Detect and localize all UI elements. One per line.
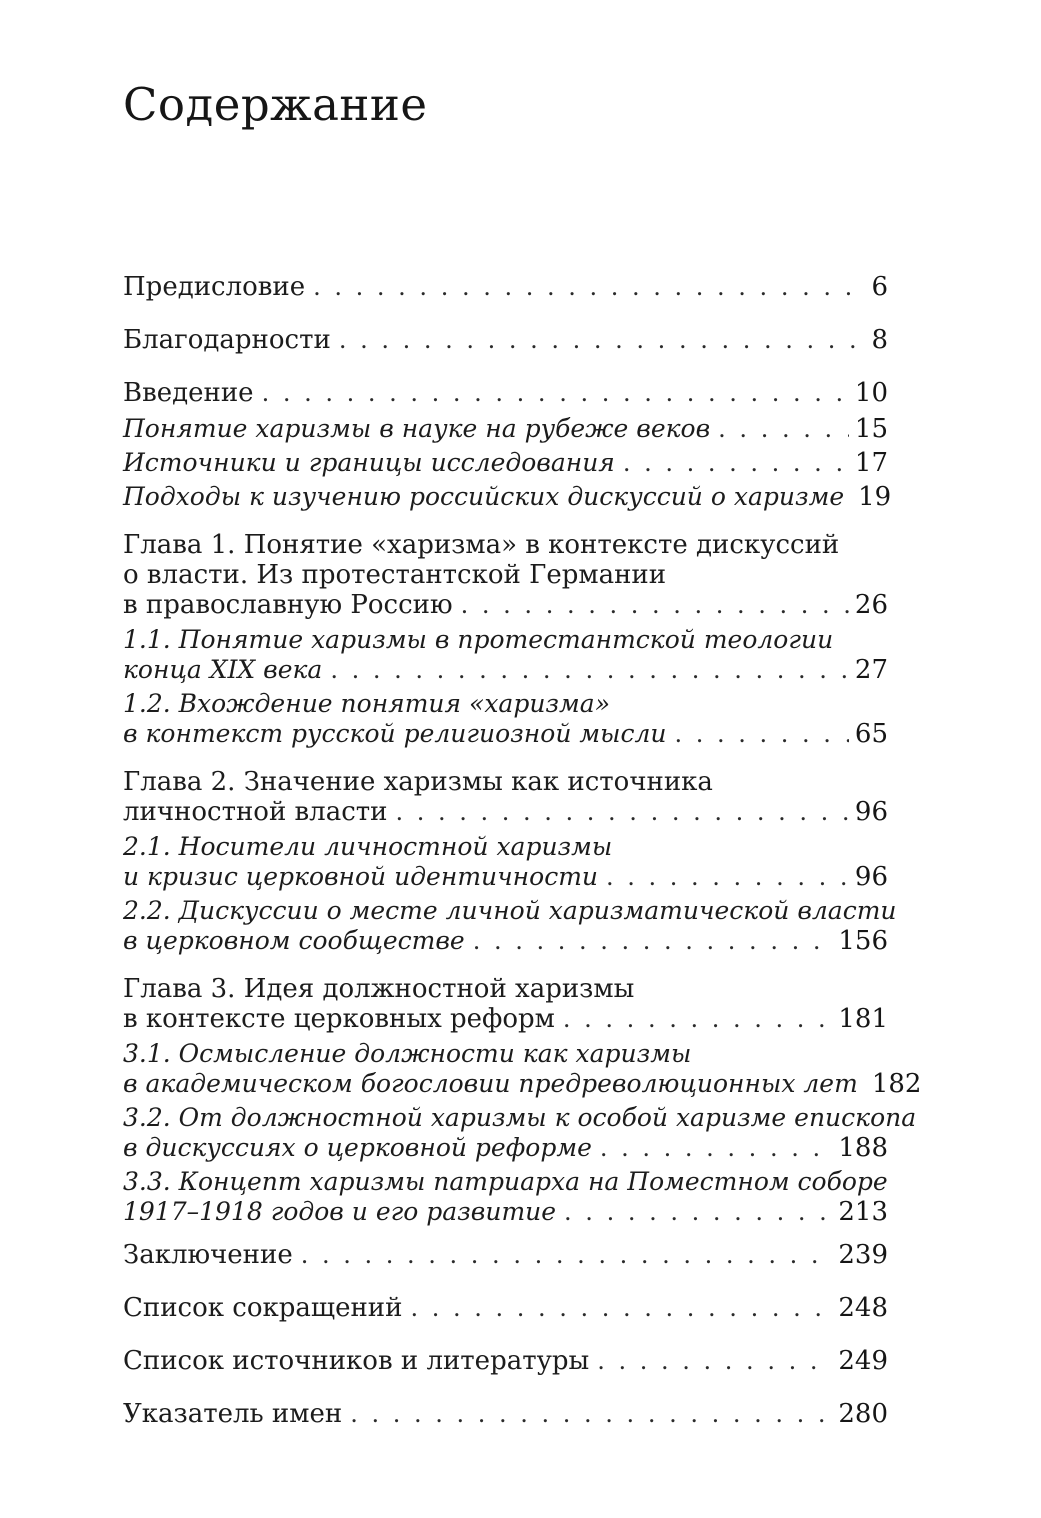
toc-entry-page-number: 17 bbox=[854, 448, 888, 478]
toc-entry-label: Предисловие bbox=[123, 272, 306, 302]
toc-entry-last-line bbox=[123, 1346, 888, 1376]
toc-entry-label: Подходы к изучению российских дискуссий о харизме bbox=[123, 482, 845, 511]
toc-entry-label: в дискуссиях о церковной реформе bbox=[123, 1133, 592, 1162]
toc-entry bbox=[123, 1039, 922, 1099]
dot-leader bbox=[674, 719, 848, 749]
toc-entry-page-number: 19 bbox=[858, 482, 892, 512]
toc-entry-last-line bbox=[123, 862, 888, 892]
toc-entry-label: Понятие харизмы в науке на рубеже веков bbox=[123, 414, 711, 443]
toc-entry-page-number: 15 bbox=[854, 414, 888, 444]
toc-entry-last-line bbox=[123, 1293, 888, 1323]
toc-entry-label: в православную Россию bbox=[123, 590, 453, 620]
toc-entry-line: 1.1. Понятие харизмы в протестантской теологии bbox=[123, 625, 834, 654]
toc-entry-line: Глава 3. Идея должностной харизмы bbox=[123, 974, 635, 1004]
toc-entry-page-number: 8 bbox=[871, 325, 888, 355]
dot-leader bbox=[313, 272, 865, 302]
toc-entry-label: в контексте церковных реформ bbox=[123, 1004, 555, 1034]
toc-entry-page-number: 249 bbox=[838, 1346, 888, 1376]
toc-entry-last-line bbox=[123, 926, 888, 956]
toc-entry bbox=[123, 832, 888, 892]
toc-entry-page-number: 213 bbox=[838, 1197, 888, 1227]
toc-entry bbox=[123, 482, 892, 512]
dot-leader bbox=[597, 1346, 832, 1376]
toc-entry bbox=[123, 1399, 888, 1429]
toc-entry-page-number: 280 bbox=[838, 1399, 888, 1429]
toc-entry-label: Введение bbox=[123, 378, 254, 408]
toc-entry-last-line bbox=[123, 1069, 922, 1099]
toc-entry-label: Указатель имен bbox=[123, 1399, 343, 1429]
toc-entry-last-line bbox=[123, 272, 888, 302]
toc-entry bbox=[123, 414, 888, 444]
toc-entry-line: 3.2. От должностной харизмы к особой харизме епископа bbox=[123, 1103, 917, 1132]
toc-entry-label: Список источников и литературы bbox=[123, 1346, 590, 1376]
toc-entry-last-line bbox=[123, 448, 888, 478]
toc-entry-label: в академическом богословии предреволюционных лет bbox=[123, 1069, 858, 1098]
toc-entry-last-line bbox=[123, 378, 888, 408]
toc-entry-page-number: 10 bbox=[854, 378, 888, 408]
toc-entry-last-line bbox=[123, 1399, 888, 1429]
toc-entry-label: конца XIX века bbox=[123, 655, 323, 684]
toc-entry-last-line bbox=[123, 655, 888, 685]
toc-entry-line: Глава 2. Значение харизмы как источника bbox=[123, 767, 713, 797]
dot-leader bbox=[339, 325, 866, 355]
dot-leader bbox=[330, 655, 849, 685]
toc-entry-page-number: 96 bbox=[854, 862, 888, 892]
toc-entry bbox=[123, 378, 888, 408]
toc-entry-page-number: 239 bbox=[838, 1240, 888, 1270]
dot-leader bbox=[410, 1293, 832, 1323]
toc-entry-label: Благодарности bbox=[123, 325, 331, 355]
dot-leader bbox=[461, 590, 849, 620]
toc-entry-page-number: 182 bbox=[871, 1069, 922, 1099]
toc-entry-label: Заключение bbox=[123, 1240, 293, 1270]
toc-entry bbox=[123, 1103, 917, 1163]
dot-leader bbox=[262, 378, 849, 408]
toc-entry-last-line bbox=[123, 482, 892, 512]
toc-entry bbox=[123, 448, 888, 478]
toc-entry bbox=[123, 689, 888, 749]
table-of-contents bbox=[123, 272, 922, 1429]
toc-entry-page-number: 188 bbox=[838, 1133, 888, 1163]
dot-leader bbox=[606, 862, 849, 892]
toc-entry bbox=[123, 767, 888, 827]
toc-entry bbox=[123, 625, 888, 685]
dot-leader bbox=[600, 1133, 832, 1163]
toc-entry-page-number: 27 bbox=[854, 655, 888, 685]
toc-entry-last-line bbox=[123, 719, 888, 749]
toc-entry bbox=[123, 1167, 888, 1227]
toc-entry-line: 3.3. Концепт харизмы патриарха на Поместном соборе bbox=[123, 1167, 888, 1196]
page-title: Содержание bbox=[123, 78, 428, 131]
toc-entry-label: в контекст русской религиозной мысли bbox=[123, 719, 667, 748]
toc-entry-last-line bbox=[123, 797, 888, 827]
dot-leader bbox=[564, 1197, 832, 1227]
dot-leader bbox=[563, 1004, 832, 1034]
toc-entry-line: 2.2. Дискуссии о месте личной харизматической власти bbox=[123, 896, 897, 925]
toc-entry bbox=[123, 1240, 888, 1270]
toc-entry-label: Источники и границы исследования bbox=[123, 448, 615, 477]
toc-entry-line: 2.1. Носители личностной харизмы bbox=[123, 832, 613, 861]
toc-entry-last-line bbox=[123, 1004, 888, 1034]
toc-entry-page-number: 6 bbox=[871, 272, 888, 302]
toc-entry-last-line bbox=[123, 1197, 888, 1227]
toc-entry bbox=[123, 974, 888, 1034]
toc-entry-page-number: 181 bbox=[838, 1004, 888, 1034]
dot-leader bbox=[473, 926, 833, 956]
toc-entry-last-line bbox=[123, 1133, 888, 1163]
toc-entry-last-line bbox=[123, 1240, 888, 1270]
dot-leader bbox=[395, 797, 848, 827]
dot-leader bbox=[718, 414, 849, 444]
toc-entry-label: 1917–1918 годов и его развитие bbox=[123, 1197, 557, 1226]
toc-entry bbox=[123, 1293, 888, 1323]
toc-entry-label: в церковном сообществе bbox=[123, 926, 465, 955]
toc-entry-page-number: 26 bbox=[854, 590, 888, 620]
toc-entry bbox=[123, 272, 888, 302]
toc-entry-page-number: 156 bbox=[838, 926, 888, 956]
toc-entry bbox=[123, 1346, 888, 1376]
toc-entry-label: и кризис церковной идентичности bbox=[123, 862, 598, 891]
toc-entry-last-line bbox=[123, 590, 888, 620]
toc-entry-page-number: 65 bbox=[854, 719, 888, 749]
toc-entry-line: Глава 1. Понятие «харизма» в контексте дискуссий bbox=[123, 530, 840, 560]
toc-entry-line: 3.1. Осмысление должности как харизмы bbox=[123, 1039, 692, 1068]
toc-entry-last-line bbox=[123, 325, 888, 355]
toc-entry bbox=[123, 896, 897, 956]
dot-leader bbox=[623, 448, 849, 478]
dot-leader bbox=[301, 1240, 833, 1270]
toc-entry-last-line bbox=[123, 414, 888, 444]
toc-entry-page-number: 96 bbox=[854, 797, 888, 827]
toc-entry-label: Список сокращений bbox=[123, 1293, 403, 1323]
toc-entry bbox=[123, 325, 888, 355]
dot-leader bbox=[350, 1399, 832, 1429]
toc-entry bbox=[123, 530, 888, 620]
toc-entry-page-number: 248 bbox=[838, 1293, 888, 1323]
toc-entry-label: личностной власти bbox=[123, 797, 388, 827]
toc-entry-line: о власти. Из протестантской Германии bbox=[123, 560, 667, 590]
toc-entry-line: 1.2. Вхождение понятия «харизма» bbox=[123, 689, 610, 718]
